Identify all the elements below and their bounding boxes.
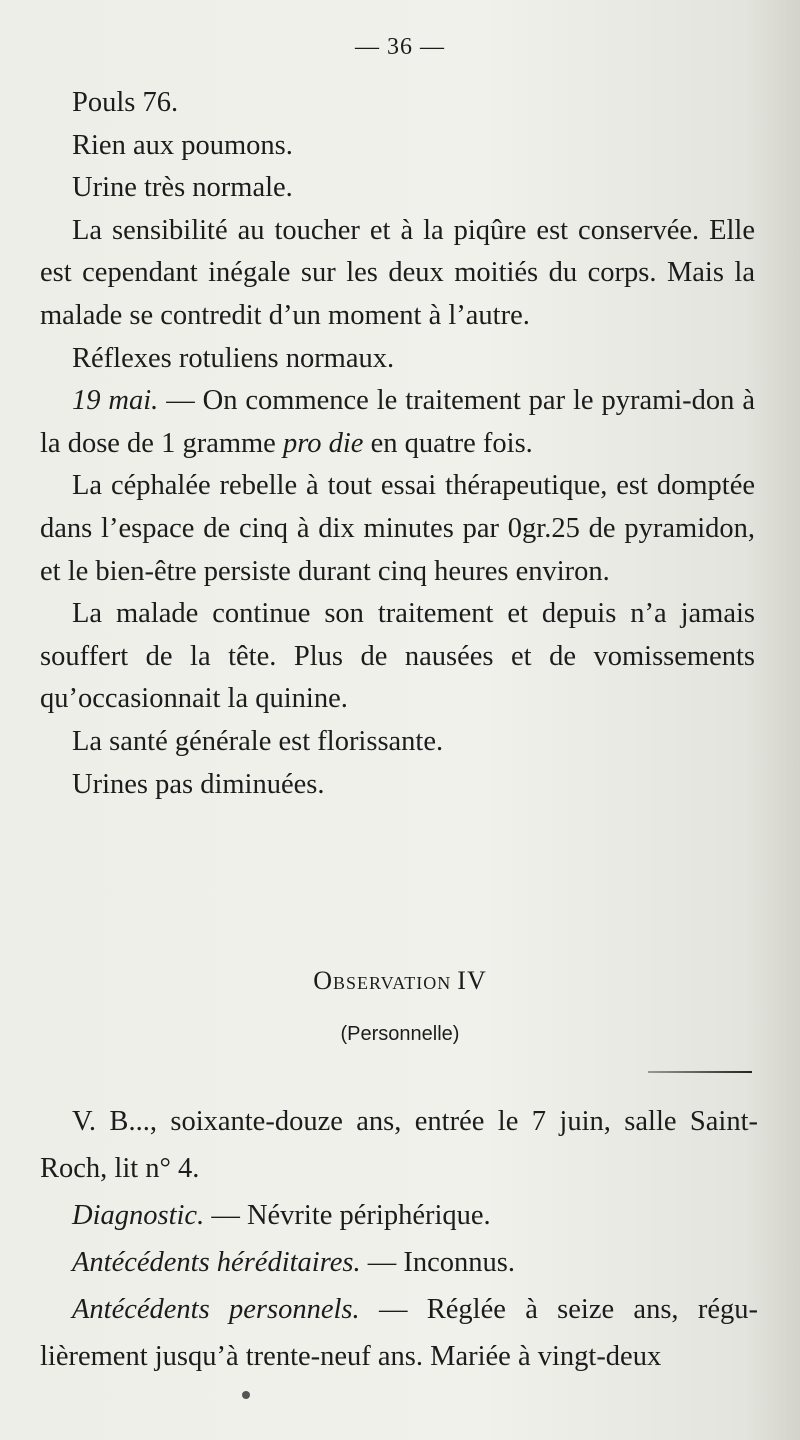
date-label: 19 mai.	[72, 385, 159, 417]
hereditary-label: Antécédents héréditaires.	[72, 1247, 361, 1278]
paragraph-treatment	[40, 380, 755, 465]
observation-iii-continuation	[40, 82, 755, 806]
paragraph-reflexes: Réflexes rotuliens normaux.	[72, 342, 395, 374]
observation-subtitle: (Personnelle)	[340, 1023, 460, 1045]
treatment-text-a: — On commence le traitement par le pyrami-don à la dose de 1 gramme	[40, 385, 755, 459]
diagnosis-label: Diagnostic.	[72, 1200, 205, 1231]
paragraph-patient: V. B..., soixante-douze ans, entrée le 7 juin, salle Saint-Roch, lit n° 4.	[40, 1106, 758, 1184]
diagnosis-text: — Névrite périphérique.	[204, 1200, 491, 1231]
observation-numeral: IV	[457, 966, 487, 995]
paragraph-diagnosis	[40, 1192, 758, 1239]
ink-speck	[242, 1391, 250, 1399]
decorative-rule	[648, 1071, 752, 1073]
hereditary-text: — Inconnus.	[360, 1247, 515, 1278]
observation-title: Observation	[313, 966, 452, 995]
personal-label: Antécédents personnels.	[72, 1294, 360, 1325]
paragraph-headache: La céphalée rebelle à tout essai thérapeutique, est domptée dans l’espace de cinq à dix minutes par 0gr.25 de pyramidon, et le bien-être persiste durant cinq heures environ.	[40, 470, 755, 587]
paragraph-continuation: La malade continue son traitement et depuis n’a jamais souffert de la tête. Plus de nausées et de vomissements qu’occasionnait la quinine.	[40, 598, 755, 715]
observation-iv-text	[40, 1098, 758, 1380]
page-number: — 36 —	[355, 34, 445, 60]
paragraph-urines: Urines pas diminuées.	[72, 768, 325, 800]
paragraph-pulse: Pouls 76.	[72, 87, 179, 118]
paragraph-urine: Urine très normale.	[72, 172, 293, 204]
treatment-text-b: en quatre fois.	[363, 427, 533, 459]
latin-phrase: pro die	[282, 427, 364, 459]
paragraph-lungs: Rien aux poumons.	[72, 129, 293, 161]
paragraph-health: La santé générale est florissante.	[72, 725, 444, 757]
observation-heading	[0, 966, 800, 996]
personal-text: — Réglée à seize ans, régu-lièrement jusqu’à trente-neuf ans. Mariée à vingt-deux	[40, 1294, 758, 1372]
paragraph-hereditary	[40, 1239, 758, 1286]
paragraph-personal	[40, 1286, 758, 1380]
paragraph-sensitivity: La sensibilité au toucher et à la piqûre est conservée. Elle est cependant inégale sur les deux moitiés du corps. Mais la malade se contredit d’un moment à l’autre.	[40, 214, 755, 331]
